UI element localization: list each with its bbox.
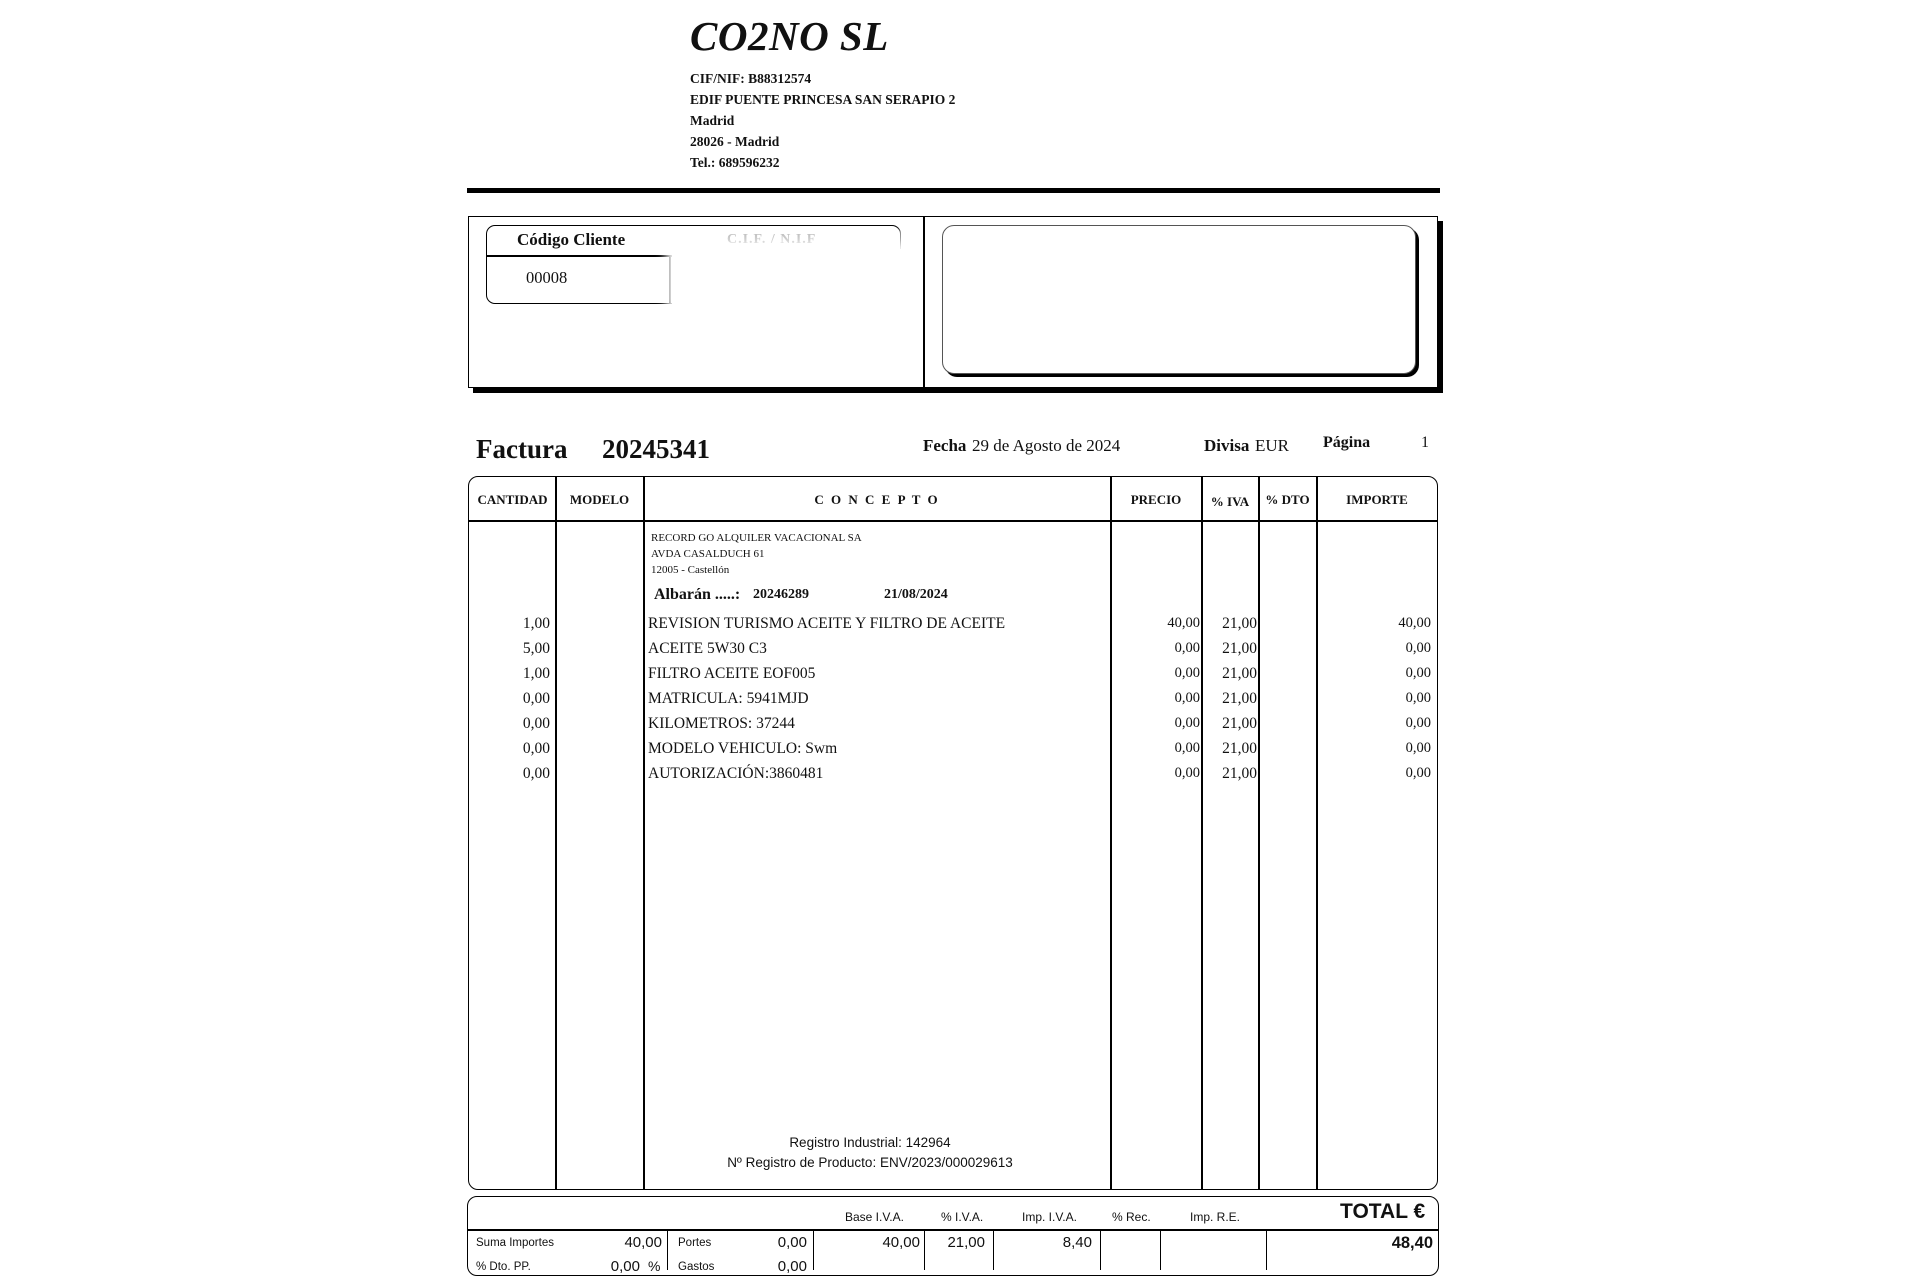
page-number: 1 <box>1421 434 1429 451</box>
albaran-date: 21/08/2024 <box>884 587 948 602</box>
page-label: Página <box>1323 434 1371 451</box>
row-iva: 21,00 <box>1222 640 1257 657</box>
header-dto: % DTO <box>1265 492 1310 507</box>
column-divider <box>1110 477 1112 1189</box>
base-iva-value: 40,00 <box>882 1234 920 1251</box>
column-divider <box>1316 477 1318 1189</box>
albaran-label: Albarán .....: <box>654 586 741 603</box>
currency-value: EUR <box>1255 436 1289 455</box>
header-iva: % IVA <box>1210 494 1250 509</box>
invoice-lines-table <box>468 476 1438 1190</box>
client-code-value: 00008 <box>526 268 568 287</box>
totals-header-pct-iva: % I.V.A. <box>941 1210 984 1224</box>
table-row <box>0 665 1920 690</box>
client-address-box <box>942 225 1416 374</box>
portes-value: 0,00 <box>777 1234 807 1251</box>
row-cantidad: 1,00 <box>522 665 550 682</box>
totals-header-pct-rec: % Rec. <box>1112 1210 1151 1224</box>
row-precio: 0,00 <box>1174 665 1200 681</box>
column-divider <box>555 477 557 1189</box>
total-label: TOTAL € <box>1340 1200 1426 1223</box>
row-importe: 0,00 <box>1405 765 1431 781</box>
totals-header-imp-re: Imp. R.E. <box>1190 1210 1241 1224</box>
row-precio: 0,00 <box>1174 640 1200 656</box>
row-iva: 21,00 <box>1222 665 1257 682</box>
row-concepto: ACEITE 5W30 C3 <box>648 640 767 657</box>
totals-divider <box>1100 1230 1101 1270</box>
row-precio: 0,00 <box>1174 690 1200 706</box>
table-header-separator <box>469 520 1437 522</box>
row-cantidad: 1,00 <box>522 615 550 632</box>
totals-divider <box>1266 1230 1267 1270</box>
company-name: CO2NO SL <box>690 13 889 59</box>
header-rule <box>467 188 1440 193</box>
client-code-column-separator <box>669 256 671 303</box>
column-divider <box>643 477 645 1189</box>
row-cantidad: 0,00 <box>522 690 550 707</box>
row-concepto: KILOMETROS: 37244 <box>648 715 795 732</box>
row-cantidad: 0,00 <box>522 740 550 757</box>
gastos-value: 0,00 <box>777 1258 807 1275</box>
delivery-street: AVDA CASALDUCH 61 <box>651 548 765 560</box>
row-iva: 21,00 <box>1222 765 1257 782</box>
totals-header-base-iva: Base I.V.A. <box>845 1210 904 1224</box>
delivery-city: 12005 - Castellón <box>651 564 730 576</box>
invoice-label: Factura <box>476 434 568 464</box>
currency-label: Divisa <box>1204 436 1250 455</box>
row-iva: 21,00 <box>1222 715 1257 732</box>
row-concepto: MATRICULA: 5941MJD <box>648 690 809 707</box>
row-concepto: REVISION TURISMO ACEITE Y FILTRO DE ACEITE <box>648 615 1006 632</box>
imp-iva-value: 8,40 <box>1062 1234 1092 1251</box>
registro-producto: Nº Registro de Producto: ENV/2023/000029613 <box>727 1155 1013 1170</box>
row-cantidad: 0,00 <box>522 715 550 732</box>
dto-pp-unit: % <box>648 1258 661 1274</box>
total-value: 48,40 <box>1391 1234 1433 1252</box>
portes-label: Portes <box>678 1237 712 1249</box>
row-precio: 40,00 <box>1167 615 1200 631</box>
totals-header-imp-iva: Imp. I.V.A. <box>1022 1210 1077 1224</box>
row-importe: 0,00 <box>1405 640 1431 656</box>
row-importe: 0,00 <box>1405 740 1431 756</box>
client-code-label: Código Cliente <box>517 230 626 249</box>
table-row <box>0 740 1920 765</box>
row-cantidad: 0,00 <box>522 765 550 782</box>
header-concepto: C O N C E P T O <box>814 492 940 507</box>
row-importe: 0,00 <box>1405 715 1431 731</box>
totals-divider <box>667 1230 668 1270</box>
totals-divider <box>813 1230 814 1270</box>
header-precio: PRECIO <box>1130 492 1182 507</box>
totals-divider <box>993 1230 994 1270</box>
table-row <box>0 615 1920 640</box>
company-cif: CIF/NIF: B88312574 <box>690 71 812 86</box>
company-postal: 28026 - Madrid <box>690 134 780 149</box>
table-row <box>0 765 1920 790</box>
totals-divider <box>1160 1230 1161 1270</box>
company-address: EDIF PUENTE PRINCESA SAN SERAPIO 2 <box>690 92 956 107</box>
table-row <box>0 640 1920 665</box>
row-iva: 21,00 <box>1222 615 1257 632</box>
pct-iva-value: 21,00 <box>947 1234 985 1251</box>
row-importe: 0,00 <box>1405 690 1431 706</box>
header-cantidad: CANTIDAD <box>477 492 548 507</box>
table-row <box>0 690 1920 715</box>
delivery-name: RECORD GO ALQUILER VACACIONAL SA <box>651 532 862 544</box>
invoice-number: 20245341 <box>602 434 710 464</box>
row-importe: 0,00 <box>1405 665 1431 681</box>
column-divider <box>1258 477 1260 1189</box>
date-value: 29 de Agosto de 2024 <box>972 436 1121 455</box>
row-concepto: MODELO VEHICULO: Swm <box>648 740 838 757</box>
row-precio: 0,00 <box>1174 765 1200 781</box>
row-cantidad: 5,00 <box>522 640 550 657</box>
delivery-address <box>651 530 862 578</box>
row-precio: 0,00 <box>1174 715 1200 731</box>
company-phone: Tel.: 689596232 <box>690 155 780 170</box>
redaction-mask <box>672 249 904 305</box>
totals-header-separator <box>468 1229 1438 1231</box>
column-divider <box>1201 477 1203 1189</box>
row-iva: 21,00 <box>1222 740 1257 757</box>
row-precio: 0,00 <box>1174 740 1200 756</box>
row-iva: 21,00 <box>1222 690 1257 707</box>
row-concepto: AUTORIZACIÓN:3860481 <box>648 765 824 782</box>
date-label: Fecha <box>923 436 967 455</box>
company-city: Madrid <box>690 113 735 128</box>
dto-pp-value: 0,00 <box>610 1258 640 1275</box>
table-row <box>0 715 1920 740</box>
header-modelo: MODELO <box>569 492 630 507</box>
dto-pp-label: % Dto. PP. <box>476 1261 531 1273</box>
row-concepto: FILTRO ACEITE EOF005 <box>648 665 816 682</box>
client-box-divider <box>923 216 925 388</box>
suma-importes-value: 40,00 <box>624 1234 662 1251</box>
company-details <box>690 68 955 173</box>
gastos-label: Gastos <box>678 1261 715 1273</box>
suma-importes-label: Suma Importes <box>476 1237 554 1249</box>
albaran-number: 20246289 <box>753 587 809 602</box>
totals-divider <box>924 1230 925 1270</box>
registro-industrial: Registro Industrial: 142964 <box>789 1135 951 1150</box>
header-importe: IMPORTE <box>1346 492 1408 507</box>
row-importe: 40,00 <box>1398 615 1431 631</box>
